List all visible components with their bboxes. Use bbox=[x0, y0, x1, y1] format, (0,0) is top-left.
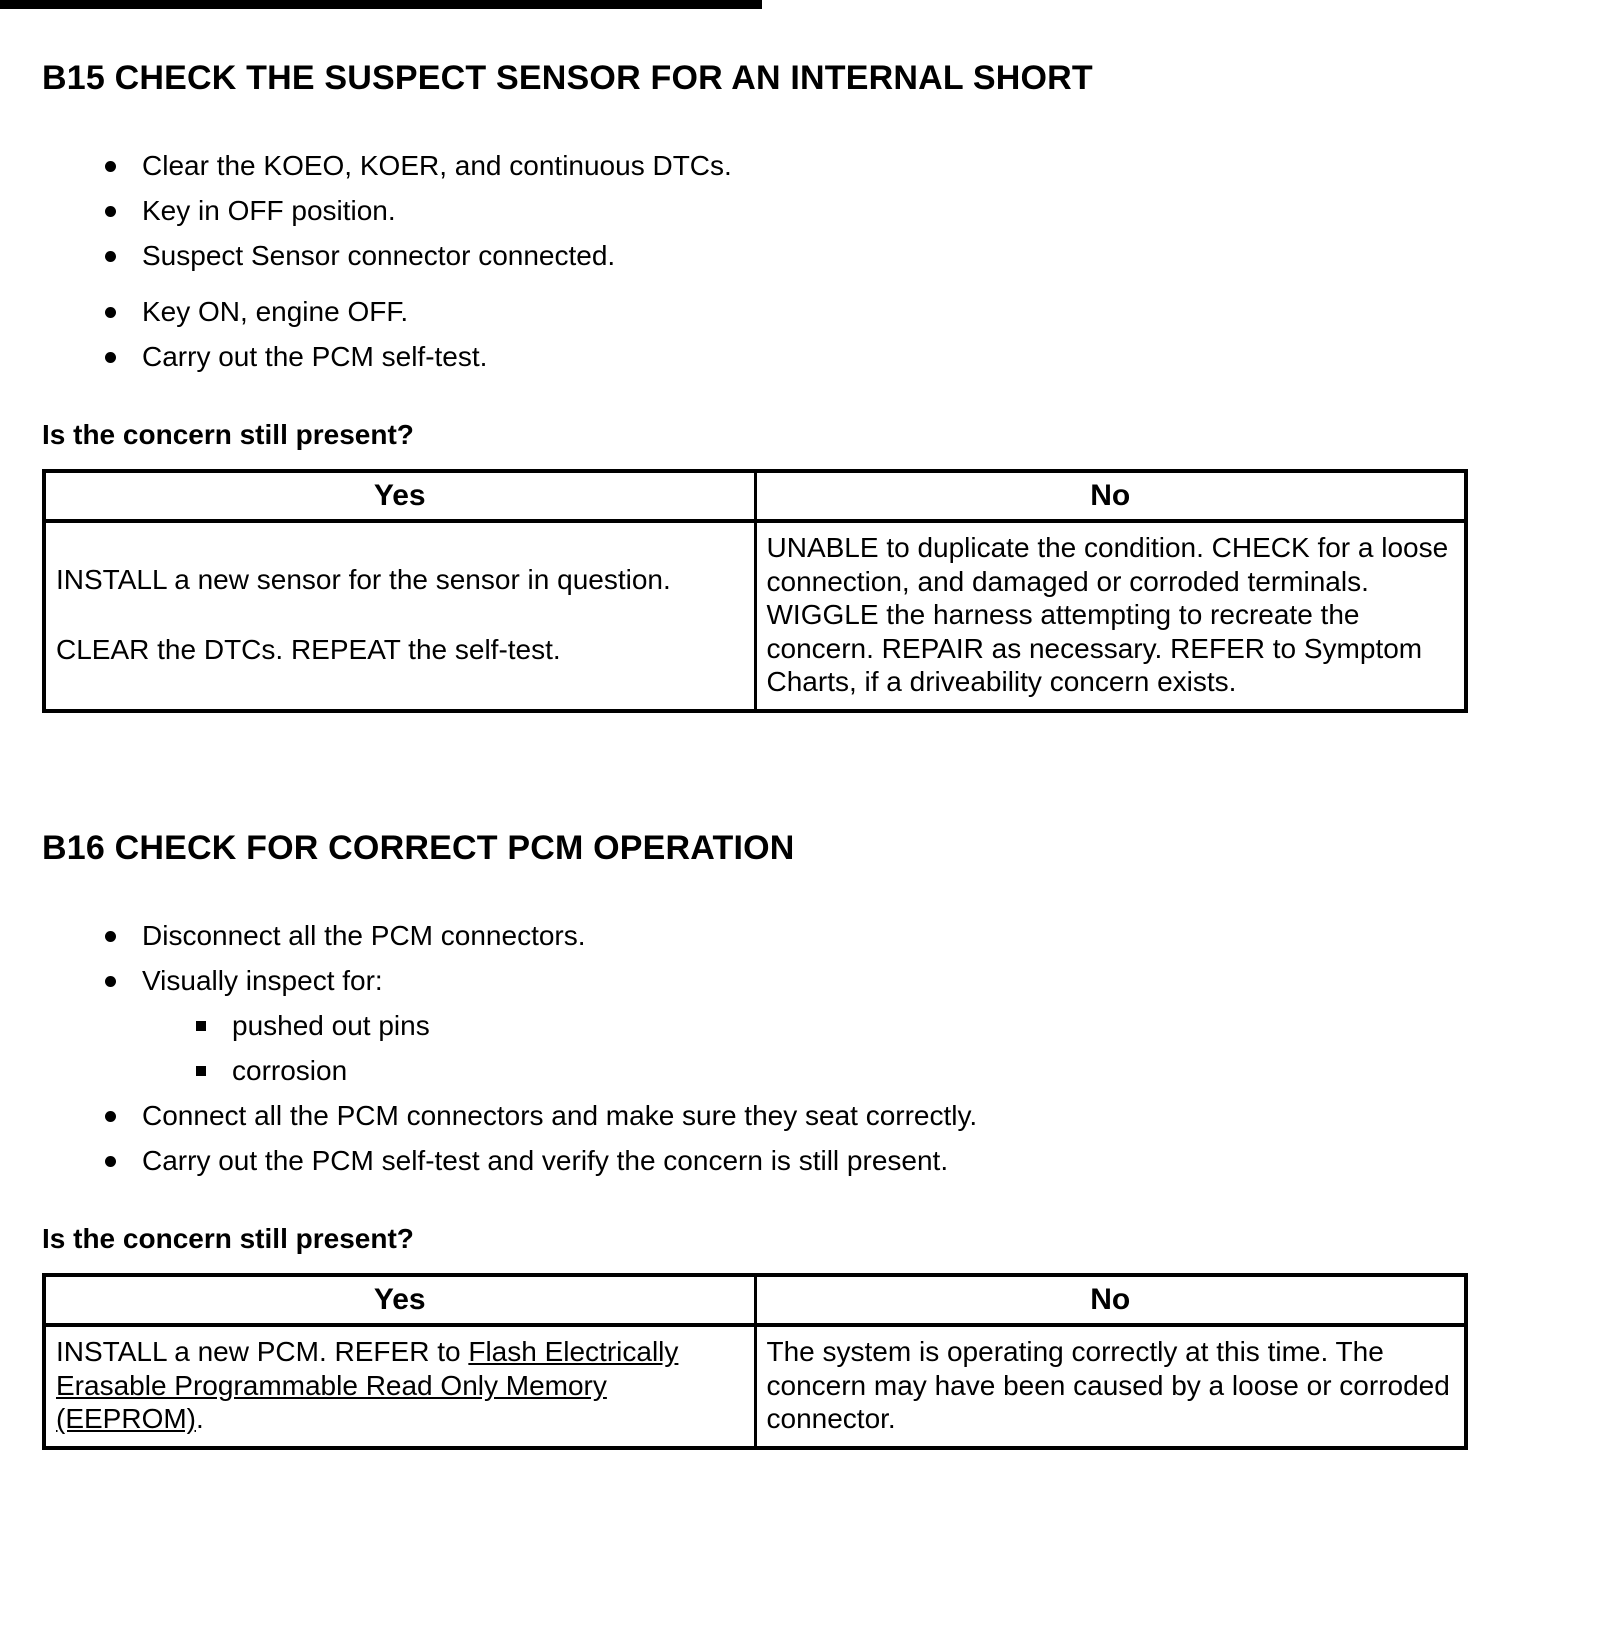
bullet-icon bbox=[105, 161, 116, 172]
decision-table-b16 bbox=[42, 1273, 1468, 1450]
list-item bbox=[105, 1100, 1468, 1132]
bullet-text: Disconnect all the PCM connectors. bbox=[142, 919, 586, 951]
decision-table-b15 bbox=[42, 469, 1468, 713]
list-item bbox=[105, 150, 1468, 182]
bullet-text: Carry out the PCM self-test. bbox=[142, 341, 488, 372]
bullet-text: Suspect Sensor connector connected. bbox=[142, 240, 616, 271]
square-bullet-icon bbox=[196, 1066, 206, 1076]
no-column-header: No bbox=[755, 471, 1466, 521]
bullet-text: corrosion bbox=[232, 1054, 348, 1086]
bullet-text: Key in OFF position. bbox=[142, 195, 396, 226]
list-item bbox=[196, 1055, 1468, 1087]
bullet-text: Connect all the PCM connectors and make sure they seat correctly. bbox=[142, 1099, 978, 1131]
bullet-icon bbox=[105, 1156, 116, 1167]
yes-text: . bbox=[196, 1403, 204, 1435]
b16-no-cell bbox=[755, 1325, 1466, 1448]
b15-bullet-list bbox=[42, 150, 1468, 373]
b16-bullet-list bbox=[42, 920, 1468, 997]
table-row bbox=[44, 521, 1466, 711]
b16-yes-cell bbox=[44, 1325, 755, 1448]
section-b16 bbox=[42, 829, 1468, 1450]
list-item bbox=[105, 920, 1468, 952]
yes-paragraph: CLEAR the DTCs. REPEAT the self-test. bbox=[56, 633, 561, 665]
eeprom-flash-link[interactable]: Flash Electrically Erasable Programmable Read Only Memory (EEPROM) bbox=[56, 1335, 679, 1435]
list-item bbox=[105, 1145, 1468, 1177]
bullet-icon bbox=[105, 352, 116, 363]
list-item bbox=[105, 965, 1468, 997]
b15-question: Is the concern still present? bbox=[42, 419, 414, 450]
list-item bbox=[105, 296, 1468, 328]
bullet-text: pushed out pins bbox=[232, 1009, 430, 1041]
b15-no-cell bbox=[755, 521, 1466, 711]
square-bullet-icon bbox=[196, 1021, 206, 1031]
b16-bullet-list-continued bbox=[42, 1100, 1468, 1177]
yes-paragraph: INSTALL a new sensor for the sensor in question. bbox=[56, 564, 671, 596]
bullet-text: Visually inspect for: bbox=[142, 964, 383, 996]
bullet-icon bbox=[105, 931, 116, 942]
bullet-icon bbox=[105, 976, 116, 987]
b16-question: Is the concern still present? bbox=[42, 1222, 414, 1254]
b16-sub-bullet-list bbox=[42, 1010, 1468, 1087]
bullet-icon bbox=[105, 251, 116, 262]
list-item bbox=[105, 341, 1468, 373]
section-b15 bbox=[42, 59, 1468, 713]
list-item bbox=[196, 1010, 1468, 1042]
list-item bbox=[105, 240, 1468, 272]
b15-yes-cell bbox=[44, 521, 755, 711]
table-row bbox=[44, 1325, 1466, 1448]
document-page bbox=[42, 59, 1468, 1550]
bullet-icon bbox=[105, 1111, 116, 1122]
bullet-text: Clear the KOEO, KOER, and continuous DTCs. bbox=[142, 150, 732, 181]
yes-column-header: Yes bbox=[44, 471, 755, 521]
no-column-header: No bbox=[755, 1275, 1466, 1325]
scan-artifact-bar bbox=[0, 0, 762, 9]
bullet-text: Carry out the PCM self-test and verify the concern is still present. bbox=[142, 1144, 949, 1176]
section-b16-heading: B16 CHECK FOR CORRECT PCM OPERATION bbox=[42, 828, 795, 867]
no-paragraph: The system is operating correctly at this time. The concern may have been caused by a loose or corroded connector. bbox=[766, 1335, 1450, 1435]
no-paragraph: UNABLE to duplicate the condition. CHECK for a loose connection, and damaged or corroded terminals. WIGGLE the harness attempting to recreate the concern. REPAIR as necessary. REFER to Symptom Charts, if a driveability concern exists. bbox=[766, 532, 1449, 698]
yes-column-header: Yes bbox=[44, 1275, 755, 1325]
table-header-row bbox=[44, 471, 1466, 521]
bullet-icon bbox=[105, 206, 116, 217]
yes-paragraph bbox=[56, 1335, 744, 1436]
bullet-text: Key ON, engine OFF. bbox=[142, 296, 409, 327]
bullet-icon bbox=[105, 307, 116, 318]
yes-text: INSTALL a new PCM. REFER to bbox=[56, 1335, 469, 1367]
section-b15-heading: B15 CHECK THE SUSPECT SENSOR FOR AN INTERNAL SHORT bbox=[42, 59, 1093, 97]
table-header-row bbox=[44, 1275, 1466, 1325]
list-item bbox=[105, 195, 1468, 227]
